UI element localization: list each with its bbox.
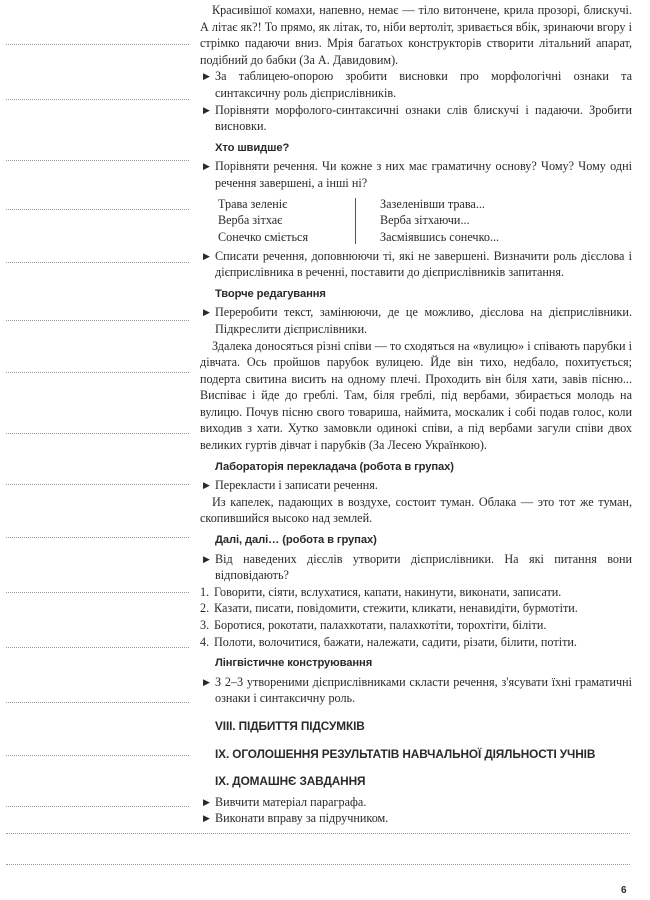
task-bullet: ▶ З 2–3 утвореними дієприслівниками скласти речення, з'ясувати їхні граматичні ознаки і синтаксичну роль. [203,674,632,706]
task-bullet: ▶ Порівняти морфолого-синтаксичні ознаки слів блискучі і падаючи. Зробити висновки. [203,102,632,134]
task-bullet: ▶ Порівняти речення. Чи кожне з них має граматичну основу? Чому? Чому одні речення завершені, а інші ні? [203,159,632,190]
main-content [200,2,632,827]
homework-item: ▶ Вивчити матеріал параграфа. [203,794,367,809]
note-line [6,702,189,703]
task-bullet: ▶ За таблицею-опорою зробити висновки про морфологічні ознаки та синтаксичну роль дієприслівників. [203,69,632,100]
bottom-note-line [6,864,630,865]
arrow-bullet-icon: ▶ [203,71,210,82]
note-line [6,806,189,807]
list-item: 2. Казати, писати, повідомити, стежити, кликати, ненавидіти, бурмотіти. [200,601,578,616]
arrow-bullet-icon: ▶ [203,676,210,687]
arrow-bullet-icon: ▶ [203,813,210,824]
note-line [6,484,189,485]
list-item: 1. Говорити, сіяти, вслухатися, капати, накинути, виконати, записати. [200,584,562,599]
note-line [6,755,189,756]
note-line [6,647,189,648]
complete-sentences: Трава зеленіє Верба зітхає Сонечко сміється [218,196,309,244]
arrow-bullet-icon: ▶ [203,307,210,318]
section-summary: VIII. ПІДБИТТЯ ПІДСУМКІВ [215,718,365,733]
editing-text: Здалека доносяться різні співи — то сходяться на «вулицю» і співають парубки і дівчата. Ось пройшов парубок вулицею. Йде він тихо, недбало, похитується; подерта свитина висить на одному плечі. Проходить він біля хати, завів пісню... Виспіває і йде до греблі. Там, біля греблі, під вербами, збирається молодь на вулицю. Почув пісню свого товариша, наймита, москалик і собі подав голос, коли виходив з хати. Хутко замовкли одинокі співи, а під вербами загули співи двох великих гуртів дівчат і парубків (За Лесею Українкою). [200,338,632,453]
heading-fast: Хто швидше? [215,141,290,154]
heading-further: Далі, далі… (робота в групах) [215,534,377,547]
task-bullet: ▶ Переробити текст, замінюючи, де це можливо, дієслова на дієприслівники. Підкреслити дієприслівники. [203,305,632,336]
arrow-bullet-icon: ▶ [203,161,210,172]
homework-item: ▶ Виконати вправу за підручником. [203,811,389,826]
note-line [6,372,189,373]
arrow-bullet-icon: ▶ [203,796,210,807]
list-item: 4. Полоти, волочитися, бажати, належати, садити, різати, білити, потіти. [200,634,577,649]
list-item: 3. Боротися, рокотати, палахкотати, палахкотіти, торохтіти, біліти. [200,618,547,632]
arrow-bullet-icon: ▶ [203,104,210,115]
sentence-comparison [218,196,632,246]
note-line [6,44,189,45]
verb-list [200,584,632,650]
arrow-bullet-icon: ▶ [203,553,210,564]
task-bullet: ▶ Списати речення, доповнюючи ті, які не завершені. Визначити роль дієслова і дієприслівника в реченні, поставити до дієприслівників запитання. [203,248,632,280]
task-bullet: ▶ Від наведених дієслів утворити дієприслівники. На які питання вони відповідають? [203,551,632,583]
note-line [6,160,189,161]
note-line [6,99,189,100]
note-line [6,537,189,538]
section-results: IX. ОГОЛОШЕННЯ РЕЗУЛЬТАТІВ НАВЧАЛЬНОЇ ДІЯЛЬНОСТІ УЧНІВ [215,746,596,761]
bottom-note-line [6,833,630,834]
heading-linguistic: Лінгвістичне конструювання [215,657,373,670]
intro-paragraph: Красивішої комахи, напевно, немає — тіло витончене, крила прозорі, блискучі. А літає як?! То прямо, як літак, то, ніби вертоліт, зривається вбік, зринаючи вгору і стрімко падаючи вниз. Мрія багатьох конструкторів створити літальний апарат, подібний до бабки (За А. Давидовим). [200,3,632,67]
notes-margin [0,0,192,900]
note-line [6,592,189,593]
incomplete-sentences: Зазеленівши трава... Верба зітхаючи... Засміявшись сонечко... [380,196,500,244]
heading-lab: Лабораторія перекладача (робота в групах) [215,460,454,473]
translation-text: Из капелек, падающих в воздухе, состоит туман. Облака — это тот же туман, скопившийся высоко над землей. [200,494,632,526]
note-line [6,209,189,210]
section-homework: IX. ДОМАШНЄ ЗАВДАННЯ [215,774,366,789]
note-line [6,320,189,321]
arrow-bullet-icon: ▶ [203,480,210,491]
arrow-bullet-icon: ▶ [203,250,210,261]
page-number: 6 [621,885,627,896]
task-bullet: ▶ Перекласти і записати речення. [203,478,378,493]
column-divider [355,198,356,244]
note-line [6,433,189,434]
note-line [6,262,189,263]
heading-editing: Творче редагування [215,287,326,300]
